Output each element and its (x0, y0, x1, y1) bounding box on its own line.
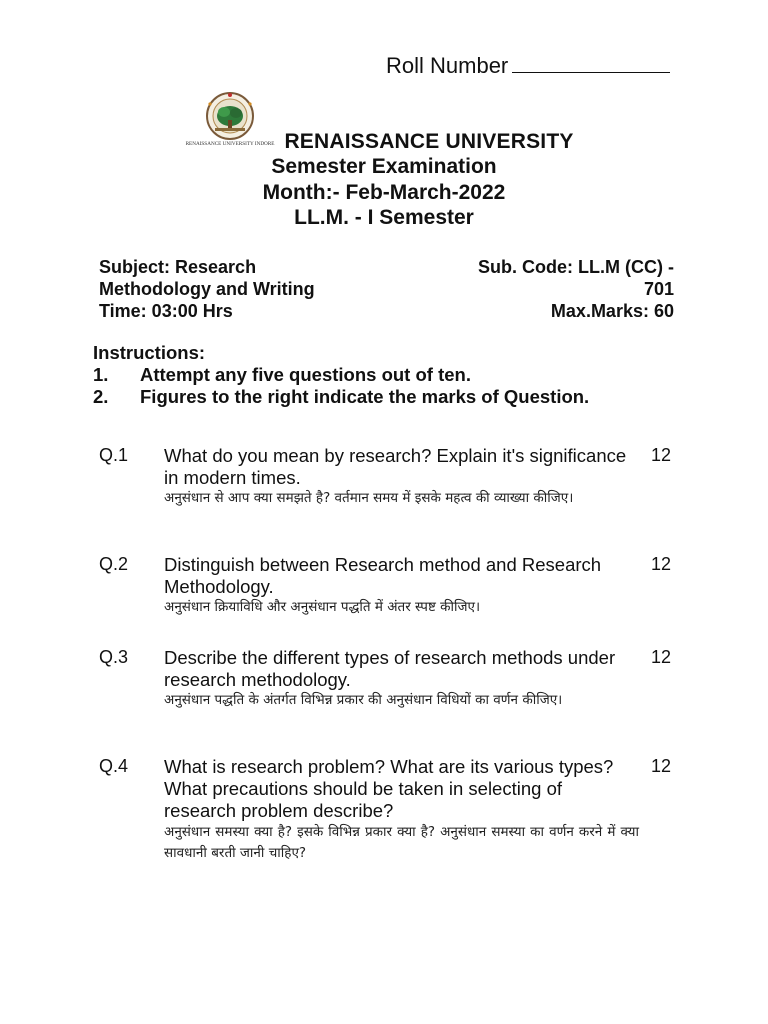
instruction-item (93, 364, 471, 386)
logo-text: RENAISSANCE UNIVERSITY INDORE (185, 141, 275, 147)
question-text: Describe the different types of research methods under research methodology. (164, 647, 616, 690)
subject-line2: Methodology and Writing (99, 279, 315, 299)
question-marks: 12 (651, 554, 672, 574)
question-text-hindi: अनुसंधान समस्या क्या है? इसके विभिन्न प्रकार क्या है? अनुसंधान समस्या का वर्णन करने में क्या सावधानी बरती जानी चाहिए? (164, 824, 639, 861)
roll-number-blank (512, 52, 670, 73)
exam-month: Month:- Feb-March-2022 (262, 181, 506, 204)
question-number: Q.1 (99, 445, 129, 465)
roll-number-field (386, 52, 670, 79)
roll-number-label: Roll Number (386, 53, 509, 78)
question-number: Q.3 (99, 647, 129, 667)
subject-line1: Subject: Research (99, 257, 257, 277)
exam-time: Time: 03:00 Hrs (99, 301, 233, 321)
sub-code-line2: 701 (643, 279, 674, 299)
question-number: Q.4 (99, 756, 129, 776)
exam-title: Semester Examination (271, 155, 497, 178)
instruction-text: Figures to the right indicate the marks of Question. (140, 386, 590, 407)
instruction-number: 2. (93, 386, 109, 407)
question-text: Distinguish between Research method and Research Methodology. (164, 554, 602, 597)
question-text: What is research problem? What are its various types? What precautions should be taken in selecting of research problem describe? (164, 756, 614, 821)
question-text-hindi: अनुसंधान क्रियाविधि और अनुसंधान पद्धति में अंतर स्पष्ट कीजिए। (164, 599, 481, 615)
question-marks: 12 (651, 647, 672, 667)
course-name: LL.M. - I Semester (294, 206, 474, 229)
university-name: RENAISSANCE UNIVERSITY (284, 130, 574, 153)
question-marks: 12 (651, 445, 672, 465)
instruction-text: Attempt any five questions out of ten. (140, 364, 471, 385)
question-text-hindi: अनुसंधान पद्धति के अंतर्गत विभिन्न प्रकार की अनुसंधान विधियों का वर्णन कीजिए। (164, 692, 563, 708)
instruction-number: 1. (93, 364, 109, 385)
question-text: What do you mean by research? Explain it's significance in modern times. (164, 445, 627, 488)
question-number: Q.2 (99, 554, 129, 574)
question-text-hindi: अनुसंधान से आप क्या समझते है? वर्तमान समय में इसके महत्व की व्याख्या कीजिए। (164, 490, 574, 506)
instructions-heading: Instructions: (93, 342, 206, 363)
sub-code-line1: Sub. Code: LL.M (CC) - (478, 257, 674, 277)
max-marks: Max.Marks: 60 (550, 301, 674, 321)
question-marks: 12 (651, 756, 672, 776)
instruction-item (93, 386, 589, 408)
